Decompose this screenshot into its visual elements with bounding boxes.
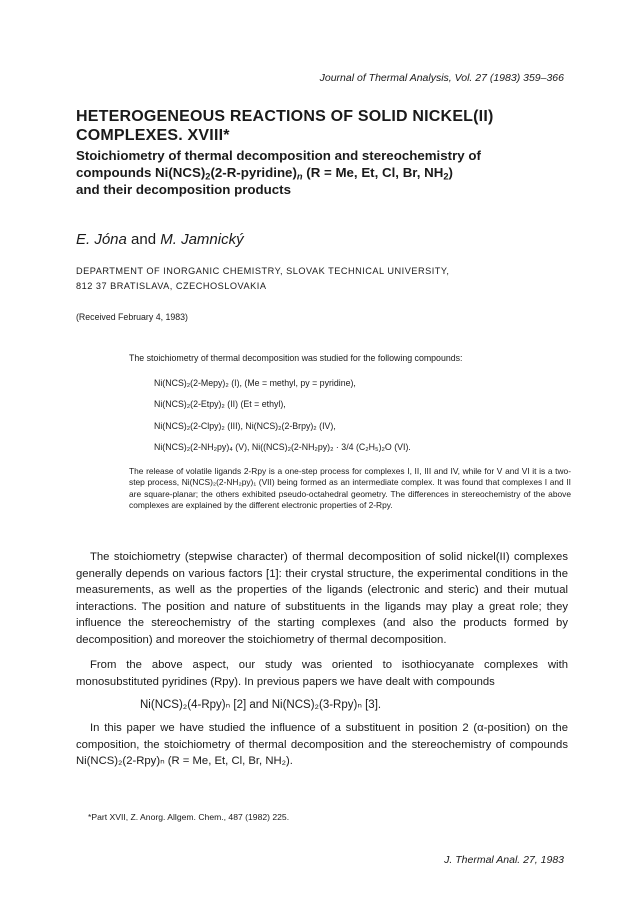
- affiliation-line-2: 812 37 BRATISLAVA, CZECHOSLOVAKIA: [76, 281, 267, 291]
- author-1: E. Jóna: [76, 231, 127, 248]
- abstract-intro: The stoichiometry of thermal decomposition was studied for the following compounds:: [129, 353, 463, 363]
- author-separator: and: [126, 231, 161, 248]
- compound-line-2: Ni(NCS)₂(2-Etpy)₂ (II) (Et = ethyl),: [154, 399, 286, 409]
- subtitle-text: compounds Ni(NCS): [76, 165, 206, 180]
- abstract-body: The release of volatile ligands 2-Rpy is a one-step process for complexes I, II, III and IV, while for V and VI it is a two-step process, Ni(NCS)₂(2-NH₂py)₁ (VII) being formed as an intermediate complex. It was found that complexes I and II are square-planar; the others exhibited pseudo-octahedral geometry. The differences in stereochemistry of the above complexes are explained by the different electronic properties of 2-Rpy.: [129, 466, 571, 511]
- compound-line-1: Ni(NCS)₂(2-Mepy)₂ (I), (Me = methyl, py = pyridine),: [154, 378, 356, 388]
- journal-header: Journal of Thermal Analysis, Vol. 27 (1983) 359–366: [319, 72, 564, 84]
- page-footer: J. Thermal Anal. 27, 1983: [444, 854, 564, 866]
- subtitle-line-3: and their decomposition products: [76, 182, 291, 197]
- body-paragraph-1: The stoichiometry (stepwise character) of thermal decomposition of solid nickel(II) complexes generally depends on various factors [1]: their crystal structure, the experimental conditions in the measurements, as well as the properties of the ligands (electronic and steric) and their mutual interactions. The position and nature of substituents in the ligands may play a great role; they influence the stereochemistry of the starting complexes (and also the products formed by decomposition) and moreover the stoichiometry of thermal decomposition.: [76, 551, 568, 646]
- affiliation-line-1: DEPARTMENT OF INORGANIC CHEMISTRY, SLOVAK TECHNICAL UNIVERSITY,: [76, 266, 450, 276]
- compound-line-3: Ni(NCS)₂(2-Clpy)₂ (III), Ni(NCS)₂(2-Brpy)₂ (IV),: [154, 421, 336, 431]
- affiliation: [76, 264, 449, 294]
- title-line-2: COMPLEXES. XVIII*: [76, 127, 230, 144]
- paper-title: [76, 107, 556, 145]
- title-line-1: HETEROGENEOUS REACTIONS OF SOLID NICKEL(II): [76, 108, 494, 125]
- received-date: (Received February 4, 1983): [76, 312, 188, 322]
- subscript: n: [296, 171, 303, 182]
- author-2: M. Jamnický: [160, 231, 244, 248]
- compound-line-4: Ni(NCS)₂(2-NH₂py)₄ (V), Ni((NCS)₂(2-NH₂py)₂ · 3/4 (C₂H₅)₂O (VI).: [154, 442, 411, 452]
- subtitle-text: (R = Me, Et, Cl, Br, NH: [302, 165, 444, 180]
- subtitle-text: (2-R-pyridine): [210, 165, 297, 180]
- subscript: 2: [205, 171, 211, 182]
- subscript: 2: [443, 171, 449, 182]
- authors: [76, 231, 244, 248]
- subtitle-line-1: Stoichiometry of thermal decomposition and stereochemistry of: [76, 148, 481, 163]
- paper-subtitle: [76, 147, 566, 198]
- body-paragraph-3: In this paper we have studied the influence of a substituent in position 2 (α-position) on the composition, the stoichiometry of thermal decomposition and the stereochemistry of compounds Ni(NCS)₂(2-Rpy)ₙ (R = Me, Et, Cl, Br, NH₂).: [76, 722, 568, 768]
- compound-formula: Ni(NCS)₂(4-Rpy)ₙ [2] and Ni(NCS)₂(3-Rpy)ₙ [3].: [140, 699, 382, 711]
- subtitle-text: ): [448, 165, 453, 180]
- body-paragraph-2: From the above aspect, our study was oriented to isothiocyanate complexes with monosubstituted pyridines (Rpy). In previous papers we have dealt with compounds: [76, 659, 568, 688]
- subtitle-line-2: [76, 164, 566, 181]
- footnote: *Part XVII, Z. Anorg. Allgem. Chem., 487 (1982) 225.: [88, 812, 290, 822]
